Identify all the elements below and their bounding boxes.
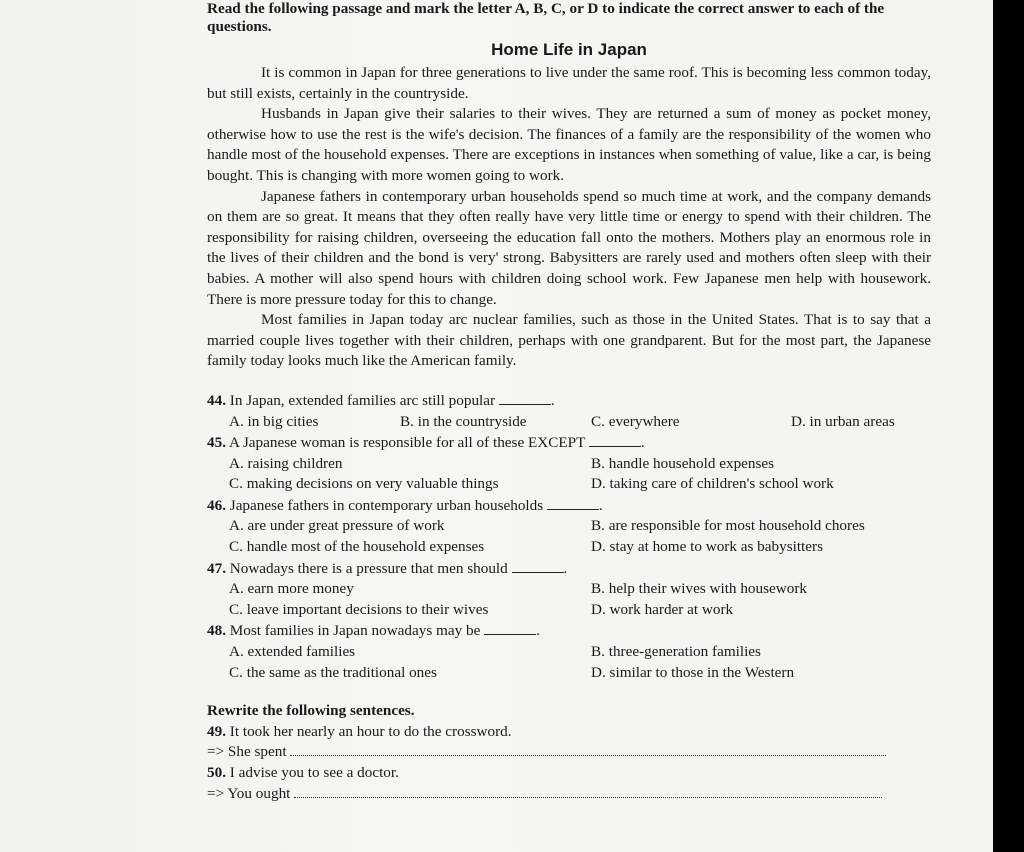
answer-blank[interactable] xyxy=(499,390,551,405)
question-number: 44. xyxy=(207,391,226,409)
question-48: 48. Most families in Japan nowadays may be . A. extended families B. three-generation families C. the same as the traditional ones D. similar to those in the Western xyxy=(207,620,931,683)
option-d[interactable]: D. in urban areas xyxy=(791,412,895,430)
option-b[interactable]: B. are responsible for most household chores xyxy=(591,517,865,535)
instruction-text: Read the following passage and mark the letter A, B, C, or D to indicate the correct answer to each of the questions. xyxy=(207,0,885,35)
worksheet-content xyxy=(207,0,931,804)
option-c[interactable]: C. making decisions on very valuable things xyxy=(229,475,499,493)
answer-blank[interactable] xyxy=(547,495,599,510)
option-d[interactable]: D. work harder at work xyxy=(591,600,734,618)
question-number: 48. xyxy=(207,622,226,640)
rewrite-section-title: Rewrite the following sentences. xyxy=(207,702,415,720)
option-d[interactable]: D. similar to those in the Western xyxy=(591,663,795,681)
question-number: 47. xyxy=(207,559,226,577)
option-c[interactable]: C. leave important decisions to their wives xyxy=(229,600,489,618)
option-b[interactable]: B. handle household expenses xyxy=(591,454,775,472)
rewrite-prompt: => She spent xyxy=(207,743,287,761)
question-44: 44. In Japan, extended families arc still popular . A. in big cities B. in the countryside C. everywhere D. in urban areas xyxy=(207,390,931,432)
option-c[interactable]: C. handle most of the household expenses xyxy=(229,538,485,556)
answer-blank[interactable] xyxy=(512,558,564,573)
question-number: 49. xyxy=(207,722,226,740)
option-c[interactable]: C. the same as the traditional ones xyxy=(229,663,437,681)
option-b[interactable]: B. in the countryside xyxy=(400,412,527,430)
option-b[interactable]: B. help their wives with housework xyxy=(591,580,807,598)
question-number: 45. xyxy=(207,434,226,452)
question-stem: Japanese fathers in contemporary urban households xyxy=(229,496,544,514)
question-46: 46. Japanese fathers in contemporary urban households . A. are under great pressure of work B. are responsible for most household chores C. handle most of the household expenses D. stay at home to work as babysitters xyxy=(207,495,931,558)
rewrite-sentence: It took her nearly an hour to do the crossword. xyxy=(229,722,512,740)
option-c[interactable]: C. everywhere xyxy=(591,412,680,430)
option-a[interactable]: A. extended families xyxy=(229,643,356,661)
rewrite-item-49 xyxy=(207,722,931,763)
rewrite-answer-line[interactable] xyxy=(294,785,882,798)
rewrite-answer-line[interactable] xyxy=(290,743,886,756)
option-d[interactable]: D. taking care of children's school work xyxy=(591,475,834,493)
option-d[interactable]: D. stay at home to work as babysitters xyxy=(591,538,823,556)
rewrite-item-50 xyxy=(207,763,931,804)
answer-blank[interactable] xyxy=(484,620,536,635)
option-a[interactable]: A. raising children xyxy=(229,454,343,472)
passage-paragraph-4: Most families in Japan today arc nuclear families, such as those in the United States. That is to say that a married couple lives together with their children, perhaps with one grandparent. But for the most part, the Japanese family today looks much like the American family. xyxy=(207,311,931,370)
passage-paragraph-2: Husbands in Japan give their salaries to their wives. They are returned a sum of money as pocket money, otherwise how to use the rest is the wife's decision. The finances of a family are the responsibility of the women who handle most of the household expenses. There are exceptions in instances when something of value, like a car, is being bought. This is changing with more women going to work. xyxy=(207,105,931,184)
passage-title: Home Life in Japan xyxy=(491,40,647,59)
question-number: 50. xyxy=(207,764,226,781)
question-stem: Most families in Japan nowadays may be xyxy=(229,622,481,640)
option-a[interactable]: A. earn more money xyxy=(229,580,354,598)
answer-blank[interactable] xyxy=(589,432,641,447)
passage-paragraph-3: Japanese fathers in contemporary urban households spend so much time at work, and the company demands on them are so great. It means that they often really have very little time or energy to spend with their children. The responsibility for raising children, overseeing the education fall onto the mothers. Mothers play an enormous role in the lives of their children and the bond is very' strong. Babysitters are rarely used and mothers often sleep with their babies. A mother will also spend hours with children doing school work. Few Japanese men help with housework. There is more pressure today for this to change. xyxy=(207,187,931,308)
question-stem: In Japan, extended families arc still popular xyxy=(229,391,496,409)
option-b[interactable]: B. three-generation families xyxy=(591,643,761,661)
rewrite-sentence: I advise you to see a doctor. xyxy=(229,764,399,781)
question-stem: A Japanese woman is responsible for all of these EXCEPT xyxy=(228,434,586,452)
option-a[interactable]: A. are under great pressure of work xyxy=(229,517,445,535)
option-a[interactable]: A. in big cities xyxy=(229,412,319,430)
question-number: 46. xyxy=(207,496,226,514)
question-stem: Nowadays there is a pressure that men should xyxy=(229,559,508,577)
passage-paragraph-1: It is common in Japan for three generations to live under the same roof. This is becoming less common today, but still exists, certainly in the countryside. xyxy=(207,64,931,102)
rewrite-prompt: => You ought xyxy=(207,784,291,802)
question-47: 47. Nowadays there is a pressure that men should . A. earn more money B. help their wives with housework C. leave important decisions to their wives D. work harder at work xyxy=(207,558,931,621)
question-45: 45. A Japanese woman is responsible for all of these EXCEPT . A. raising children B. handle household expenses C. making decisions on very valuable things D. taking care of children's school work xyxy=(207,432,931,495)
